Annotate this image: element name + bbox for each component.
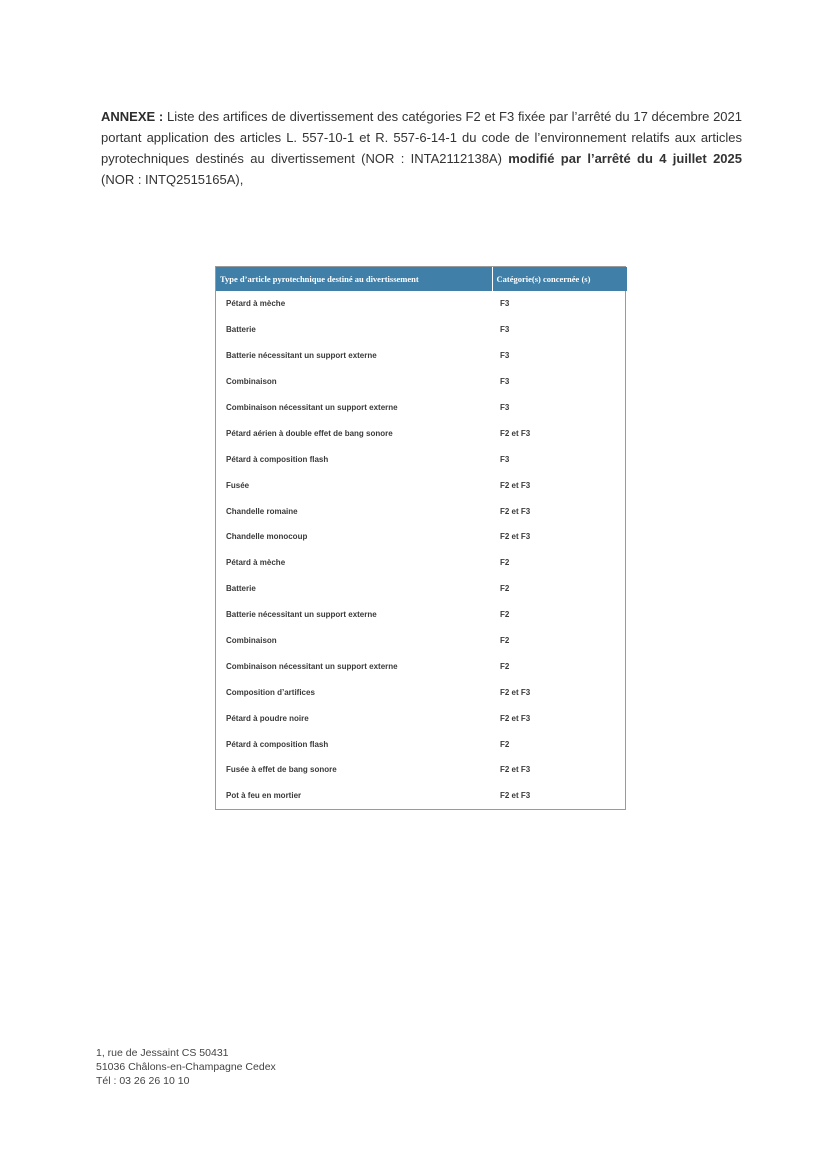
article-category: F2 et F3 xyxy=(500,532,531,542)
article-category: F2 xyxy=(500,584,510,594)
article-category: F2 xyxy=(500,636,510,646)
article-category: F2 et F3 xyxy=(500,791,531,801)
article-type: Combinaison nécessitant un support externe xyxy=(226,403,398,412)
table-row xyxy=(216,291,627,317)
article-category: F3 xyxy=(500,377,510,387)
fireworks-category-table xyxy=(215,266,626,810)
table-row xyxy=(216,550,627,576)
article-type: Chandelle monocoup xyxy=(226,532,308,542)
article-type: Pétard à mèche xyxy=(226,299,286,309)
article-category: F3 xyxy=(500,403,510,412)
article-category: F2 xyxy=(500,610,510,620)
article-category: F2 et F3 xyxy=(500,428,531,438)
article-category: F2 et F3 xyxy=(500,506,531,516)
article-category: F2 xyxy=(500,661,510,671)
article-category: F2 et F3 xyxy=(500,765,531,775)
article-category: F3 xyxy=(500,351,510,361)
article-category: F3 xyxy=(500,454,510,464)
header-type: Type d’article pyrotechnique destiné au divertissement xyxy=(216,267,492,291)
table-row xyxy=(216,602,627,628)
table-row xyxy=(216,317,627,343)
article-type: Pétard à composition flash xyxy=(226,739,329,749)
annex-introduction xyxy=(101,106,742,190)
article-category: F2 xyxy=(500,558,510,568)
table-row xyxy=(216,498,627,524)
table-header-row xyxy=(216,267,627,291)
table-row xyxy=(216,679,627,705)
table-row xyxy=(216,628,627,654)
article-type: Pot à feu en mortier xyxy=(226,791,302,801)
annex-modification: modifié par l’arrêté du 4 juillet 2025 xyxy=(508,151,742,166)
article-type: Combinaison nécessitant un support externe xyxy=(226,661,398,671)
annex-label: ANNEXE : xyxy=(101,109,164,124)
table-row xyxy=(216,524,627,550)
table-row xyxy=(216,420,627,446)
article-type: Fusée xyxy=(226,480,250,490)
article-type: Composition d’artifices xyxy=(226,687,315,697)
address-city: 51036 Châlons-en-Champagne Cedex xyxy=(96,1061,276,1073)
article-type: Chandelle romaine xyxy=(226,506,298,516)
table-row xyxy=(216,653,627,679)
table-row xyxy=(216,705,627,731)
annex-text: Liste des artifices de divertissement des catégories F2 et F3 fixée par l’arrêté du 17 décembre 2021 portant application des articles L. 557-10-1 et R. 557-6-14-1 du code de l’environnement relatifs aux articles pyrotechniques destinés au divertissement (NOR : INTA2112138A) xyxy=(101,109,742,166)
table-row xyxy=(216,446,627,472)
table-row xyxy=(216,783,627,809)
article-type: Batterie xyxy=(226,325,256,335)
article-category: F2 et F3 xyxy=(500,687,531,697)
table-row xyxy=(216,343,627,369)
table-row xyxy=(216,369,627,395)
article-type: Pétard aérien à double effet de bang sonore xyxy=(226,428,393,438)
article-category: F2 et F3 xyxy=(500,713,531,723)
annex-nor-reference: (NOR : INTQ2515165A), xyxy=(101,172,244,187)
article-type: Batterie nécessitant un support externe xyxy=(226,610,377,620)
article-category: F2 et F3 xyxy=(500,480,531,490)
table-body xyxy=(216,291,627,809)
table-row xyxy=(216,576,627,602)
header-category: Catégorie(s) concernée (s) xyxy=(492,267,627,291)
address-street: 1, rue de Jessaint CS 50431 xyxy=(96,1047,229,1059)
article-type: Batterie xyxy=(226,584,256,594)
table-row xyxy=(216,757,627,783)
article-category: F3 xyxy=(500,299,510,309)
article-type: Pétard à mèche xyxy=(226,558,286,568)
address-phone: Tél : 03 26 26 10 10 xyxy=(96,1075,190,1087)
table-row xyxy=(216,395,627,421)
table-row xyxy=(216,731,627,757)
article-type: Pétard à poudre noire xyxy=(226,713,309,723)
article-type: Batterie nécessitant un support externe xyxy=(226,351,377,361)
article-type: Fusée à effet de bang sonore xyxy=(226,765,337,775)
article-type: Combinaison xyxy=(226,377,277,387)
article-category: F3 xyxy=(500,325,510,335)
article-type: Combinaison xyxy=(226,636,277,646)
table-row xyxy=(216,472,627,498)
article-type: Pétard à composition flash xyxy=(226,454,329,464)
footer-address xyxy=(96,1046,276,1088)
article-category: F2 xyxy=(500,739,510,749)
